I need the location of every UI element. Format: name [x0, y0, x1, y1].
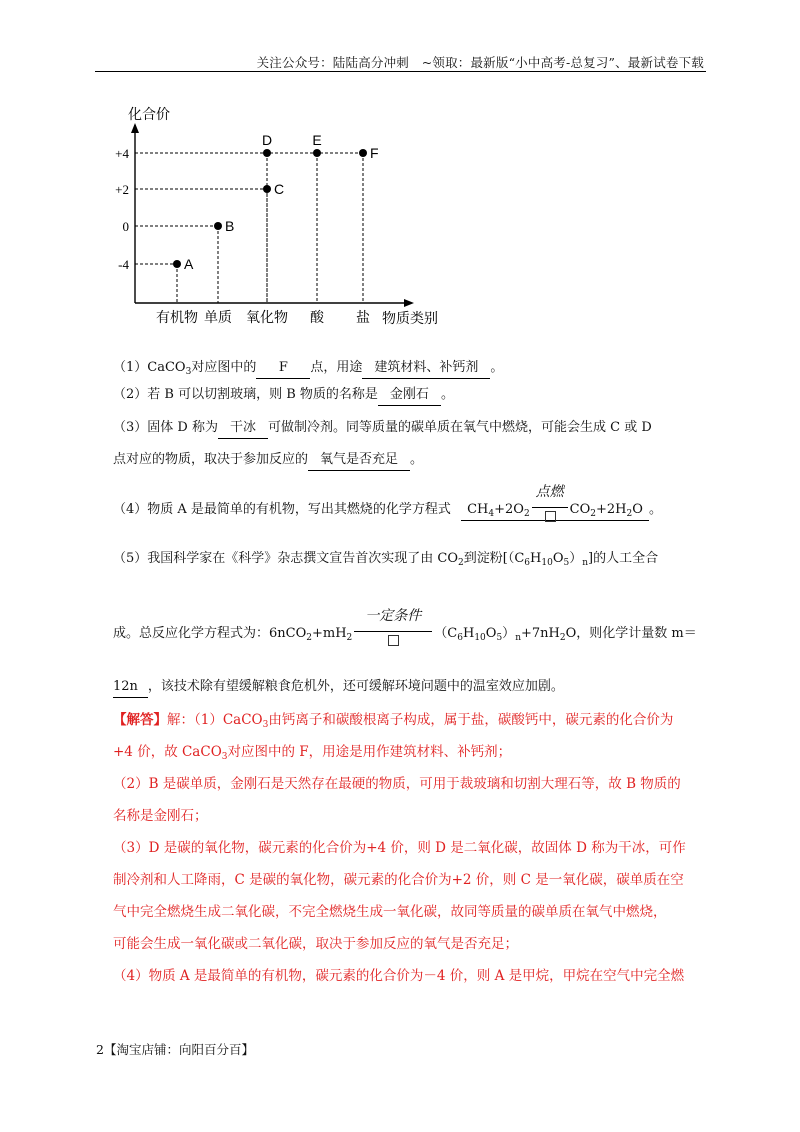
point-label: C	[274, 181, 285, 197]
y-axis-label: 化合价	[128, 106, 170, 122]
point-label: A	[184, 256, 194, 272]
question-2: （2）若 B 可以切割玻璃，则 B 物质的名称是 金刚石 。	[113, 385, 454, 406]
point-f	[359, 149, 367, 157]
solution-line-3: （2）B 是碳单质，金刚石是天然存在最硬的物质，可用于裁玻璃和切割大理石等，故 B 物质的	[113, 776, 681, 792]
answer-uses: 建筑材料、补钙剂	[362, 358, 490, 379]
reaction-condition: 点燃	[532, 499, 568, 513]
x-axis-label: 物质类别	[382, 310, 438, 326]
solution-line-9: （4）物质 A 是最简单的有机物，碳元素的化合价为－4 价，则 A 是甲烷，甲烷在空气中完全燃	[113, 968, 685, 984]
question-5-line-3: 12n ，该技术除有望缓解粮食危机外，还可缓解环境问题中的温室效应加剧。	[113, 677, 564, 698]
y-tick-label: +4	[115, 146, 129, 161]
reaction-condition: 一定条件	[354, 623, 432, 637]
y-axis-arrow	[131, 123, 139, 133]
x-category-label: 酸	[310, 309, 324, 325]
point-e	[313, 149, 321, 157]
y-tick-label: +2	[115, 182, 129, 197]
question-5-line-1: （5）我国科学家在《科学》杂志撰文宣告首次实现了由 $CO_2$到淀粉$[(C_6H_{10}O_5)_n]$的人工全合	[113, 551, 659, 568]
question-3-line-2: 点对应的物质，取决于参加反应的 氧气是否充足 。	[113, 450, 423, 471]
answer-diamond: 金刚石	[378, 385, 441, 406]
answer-oxygen-sufficient: 氧气是否充足	[308, 450, 410, 471]
answer-dry-ice: 干冰	[218, 418, 268, 439]
solution-line-4: 名称是金刚石；	[113, 808, 208, 824]
point-label: E	[312, 132, 322, 148]
solution-line-6: 制冷剂和人工降雨，C 是碳的氧化物，碳元素的化合价为+2 价，则 C 是一氧化碳，碳单质在空	[113, 872, 684, 888]
valence-class-diagram	[110, 100, 450, 330]
solution-line-8: 可能会生成一氧化碳或二氧化碳，取决于参加反应的氧气是否充足；	[113, 936, 518, 952]
question-4: （4）物质 A 是最简单的有机物，写出其燃烧的化学方程式 $CH_4+2O_2$ 点燃 $CO_2+2H_2O$ 。	[113, 499, 662, 521]
point-c	[263, 185, 271, 193]
point-d	[263, 149, 271, 157]
solution-line-5: （3）D 是碳的氧化物，碳元素的化合价为+4 价，则 D 是二氧化碳，故固体 D 称为干冰，可作	[113, 840, 686, 856]
x-category-label: 氧化物	[246, 309, 288, 325]
answer-f-point: F	[256, 358, 310, 379]
y-tick-label: -4	[118, 257, 129, 272]
methane-combustion-equation: $CH_4+2O_2$ 点燃 $CO_2+2H_2O$	[461, 499, 649, 521]
condition-placeholder-box	[545, 511, 556, 522]
point-label: F	[370, 145, 379, 161]
point-label: B	[225, 218, 235, 234]
point-label: D	[261, 132, 273, 148]
x-axis-arrow	[404, 299, 414, 307]
x-category-label: 单质	[204, 309, 232, 325]
question-5-line-2: 成。总反应化学方程式为：$6nCO_2+mH_2$ 一定条件 $(C_6H_{10}O_5)_n+7nH_2O$，则化学计量数 m＝	[113, 623, 697, 644]
page-header: 关注公众号：陆陆高分冲刺 ~领取：最新版“小中高考-总复习”、最新试卷下载	[256, 55, 704, 70]
header-rule	[95, 71, 706, 72]
y-tick-label: 0	[122, 219, 129, 234]
point-a	[173, 260, 181, 268]
solution-line-7: 气中完全燃烧生成二氧化碳，不完全燃烧生成一氧化碳，故同等质量的碳单质在氧气中燃烧，	[113, 904, 667, 920]
solution-line-1: 【解答】解：（1）CaCO$_3$由钙离子和碳酸根离子构成，属于盐，碳酸钙中，碳元素的化合价为	[113, 712, 674, 730]
question-1: （1）CaCO$_3$对应图中的 F 点，用途 建筑材料、补钙剂 。	[113, 360, 504, 377]
x-category-label: 盐	[356, 309, 370, 325]
solution-tag: 【解答】	[113, 712, 167, 728]
condition-placeholder-box	[388, 635, 399, 646]
x-category-label: 有机物	[156, 309, 198, 325]
question-3-line-1: （3）固体 D 称为 干冰 可做制冷剂。同等质量的碳单质在氧气中燃烧，可能会生成 C 或 D	[113, 418, 652, 439]
answer-coefficient-m: 12n	[113, 677, 148, 698]
point-b	[214, 222, 222, 230]
solution-line-2: +4 价，故 CaCO$_3$对应图中的 F，用途是用作建筑材料、补钙剂；	[113, 744, 512, 762]
page-footer: 2【淘宝店铺：向阳百分百】	[96, 1042, 254, 1057]
